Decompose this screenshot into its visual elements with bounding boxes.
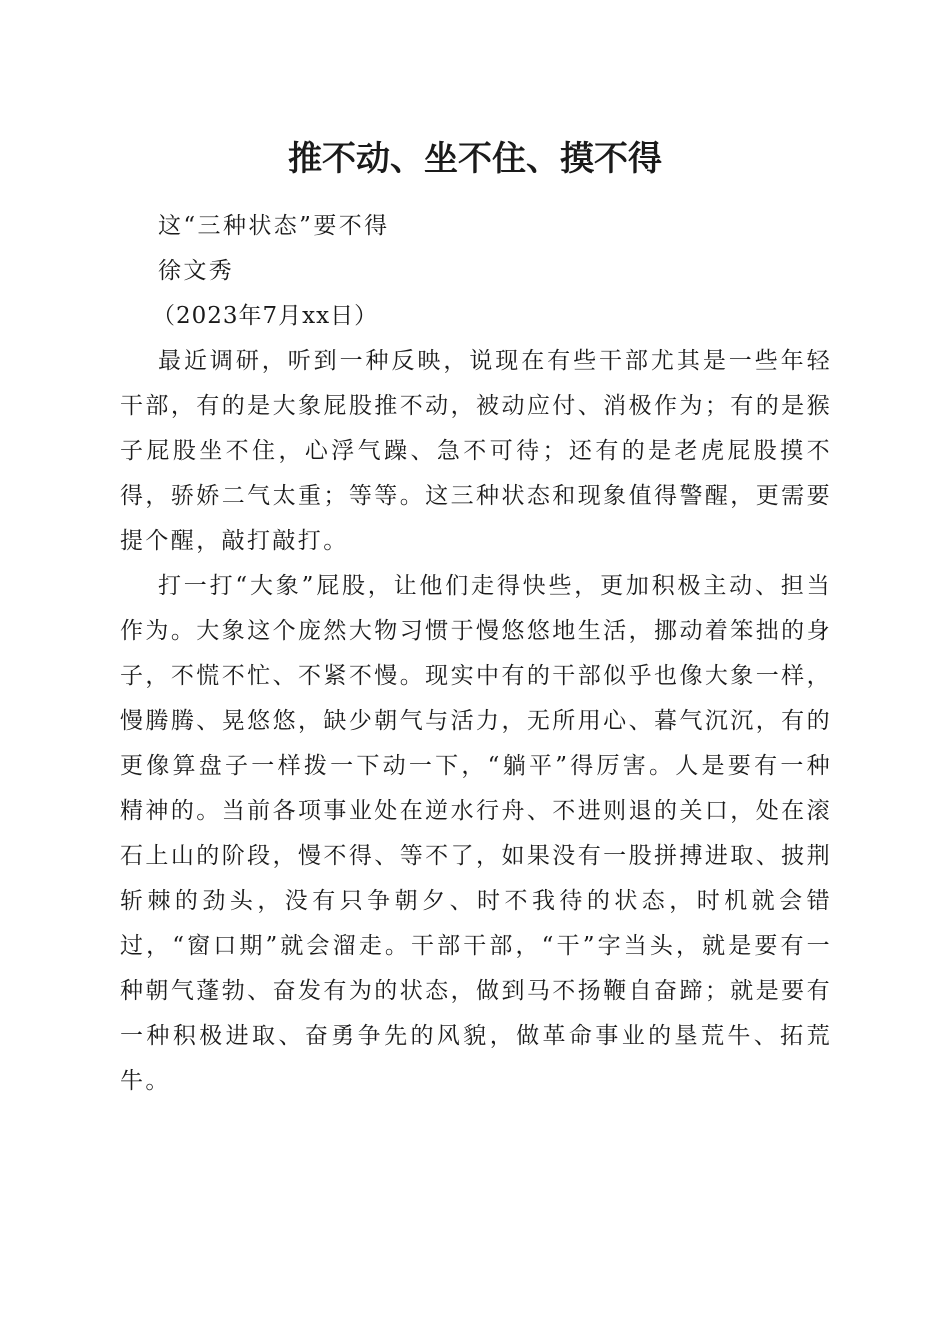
document-subtitle: 这“三种状态”要不得: [158, 213, 390, 239]
paragraph-1: 最近调研，听到一种反映，说现在有些干部尤其是一些年轻干部，有的是大象屁股推不动，被动应付、消极作为；有的是猴子屁股坐不住，心浮气躁、急不可待；还有的是老虎屁股摸不得，骄娇二气太重；等等。这三种状态和现象值得警醒，更需要提个醒，敲打敲打。: [120, 348, 832, 554]
document-title: 推不动、坐不住、摸不得: [288, 139, 662, 179]
document-body: [120, 204, 832, 1104]
paragraph-2: 打一打“大象”屁股，让他们走得快些，更加积极主动、担当作为。大象这个庞然大物习惯于慢悠悠地生活，挪动着笨拙的身子，不慌不忙、不紧不慢。现实中有的干部似乎也像大象一样，慢腾腾、晃悠悠，缺少朝气与活力，无所用心、暮气沉沉，有的更像算盘子一样拨一下动一下，“躺平”得厉害。人是要有一种精神的。当前各项事业处在逆水行舟、不进则退的关口，处在滚石上山的阶段，慢不得、等不了，如果没有一股拼搏进取、披荆斩棘的劲头，没有只争朝夕、时不我待的状态，时机就会错过，“窗口期”就会溜走。干部干部，“干”字当头，就是要有一种朝气蓬勃、奋发有为的状态，做到马不扬鞭自奋蹄；就是要有一种积极进取、奋勇争先的风貌，做革命事业的垦荒牛、拓荒牛。: [120, 573, 832, 1094]
document-author: 徐文秀: [158, 258, 235, 284]
document-date: （2023年7月xx日）: [152, 303, 379, 329]
